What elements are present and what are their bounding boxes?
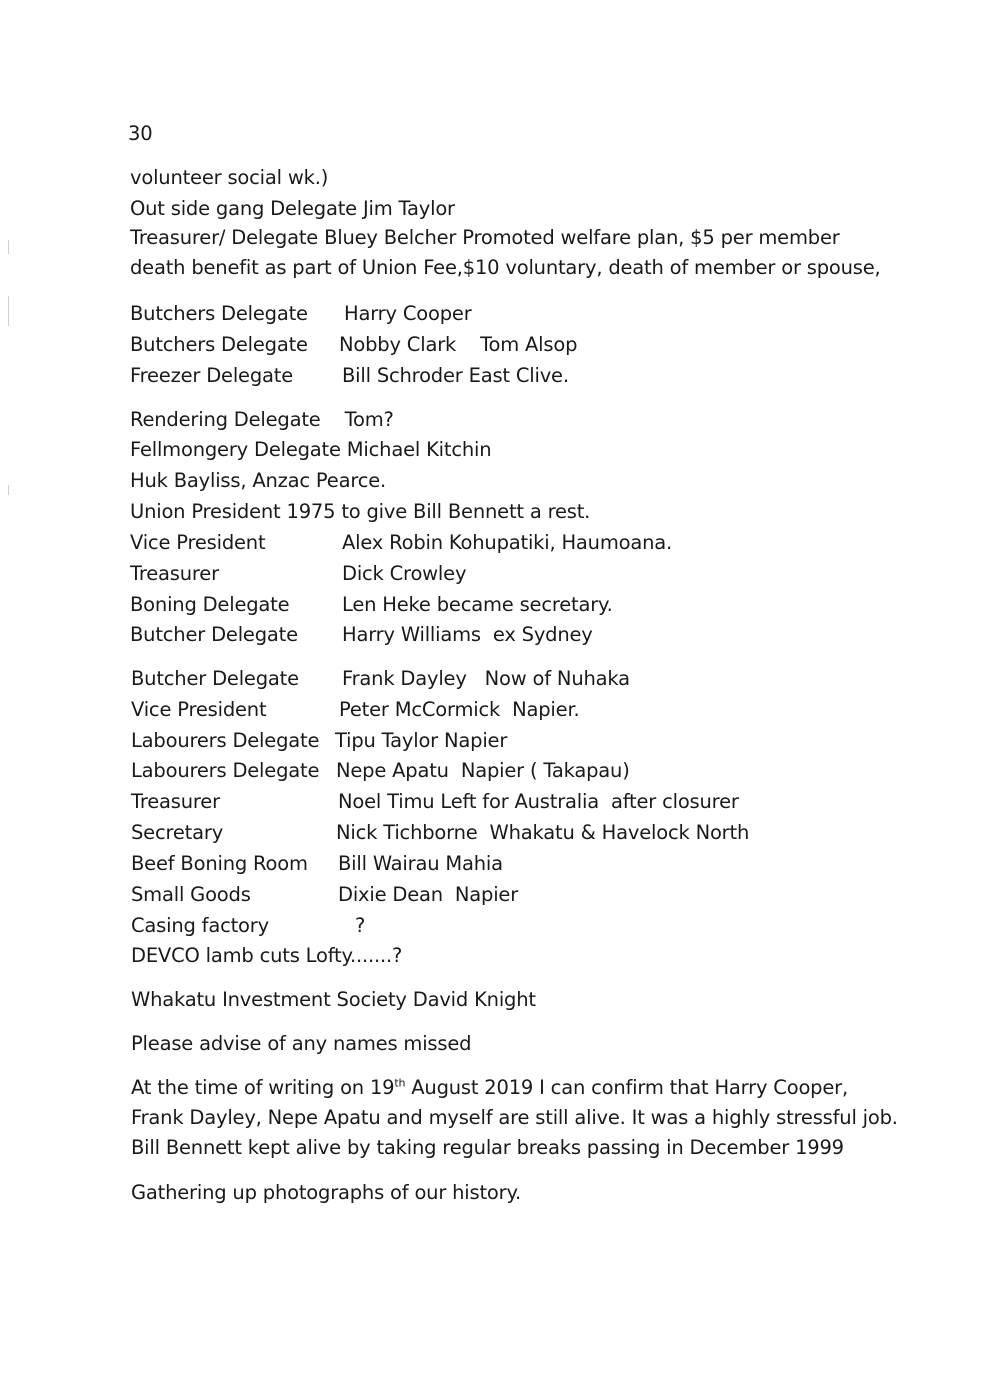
ordinal-suffix: th xyxy=(394,1076,406,1090)
role-label: Boning Delegate xyxy=(130,593,290,616)
text-line: death benefit as part of Union Fee,$10 voluntary, death of member or spouse, xyxy=(130,256,881,279)
role-label: Treasurer xyxy=(130,562,219,585)
officer-row xyxy=(0,623,990,647)
role-label: Butcher Delegate xyxy=(130,623,298,646)
officer-row xyxy=(0,531,990,555)
role-label: Small Goods xyxy=(131,883,251,906)
page-number: 30 xyxy=(128,122,153,145)
delegate-row xyxy=(0,333,990,357)
person-name: Len Heke became secretary. xyxy=(342,593,613,616)
delegate-row xyxy=(0,364,990,388)
officer-row xyxy=(0,698,990,722)
officer-row xyxy=(0,852,990,876)
closing-line-1 xyxy=(131,1076,848,1100)
text-line: DEVCO lamb cuts Lofty.......? xyxy=(131,944,403,967)
text-line: Whakatu Investment Society David Knight xyxy=(131,988,536,1011)
text-line: Out side gang Delegate Jim Taylor xyxy=(130,197,455,220)
text-line: Rendering Delegate Tom? xyxy=(130,408,394,431)
role-label: Butchers Delegate xyxy=(130,333,308,356)
role-label: Butcher Delegate xyxy=(131,667,299,690)
officer-row xyxy=(0,667,990,691)
person-name: Bill Wairau Mahia xyxy=(338,852,503,875)
officer-row xyxy=(0,759,990,783)
person-name: Dick Crowley xyxy=(342,562,467,585)
role-label: Vice President xyxy=(130,531,266,554)
role-label: Casing factory xyxy=(131,914,269,937)
person-name: Nepe Apatu Napier ( Takapau) xyxy=(336,759,630,782)
role-label: Butchers Delegate xyxy=(130,302,308,325)
officer-row xyxy=(0,790,990,814)
text-line: Gathering up photographs of our history. xyxy=(131,1181,522,1204)
role-label: Treasurer xyxy=(131,790,220,813)
officer-row xyxy=(0,593,990,617)
text-line: Union President 1975 to give Bill Bennett a rest. xyxy=(130,500,591,523)
text-line: volunteer social wk.) xyxy=(130,166,329,189)
delegate-row xyxy=(0,302,990,326)
text-line: Please advise of any names missed xyxy=(131,1032,472,1055)
person-name: Bill Schroder East Clive. xyxy=(342,364,569,387)
person-name: ? xyxy=(355,914,366,937)
scan-mark xyxy=(8,240,9,254)
officer-row xyxy=(0,562,990,586)
person-name: Nobby Clark Tom Alsop xyxy=(339,333,578,356)
closing-line-3: Bill Bennett kept alive by taking regular breaks passing in December 1999 xyxy=(131,1136,844,1159)
person-name: Harry Cooper xyxy=(344,302,472,325)
officer-row xyxy=(0,821,990,845)
officer-row xyxy=(0,883,990,907)
closing-line-2: Frank Dayley, Nepe Apatu and myself are still alive. It was a highly stressful job. xyxy=(131,1106,898,1129)
closing-text: August 2019 I can confirm that Harry Cooper, xyxy=(405,1076,848,1099)
role-label: Labourers Delegate xyxy=(131,759,320,782)
text-line: Treasurer/ Delegate Bluey Belcher Promoted welfare plan, $5 per member xyxy=(130,226,840,249)
scan-mark xyxy=(8,485,9,495)
person-name: Dixie Dean Napier xyxy=(338,883,519,906)
person-name: Noel Timu Left for Australia after closurer xyxy=(338,790,739,813)
role-label: Freezer Delegate xyxy=(130,364,294,387)
person-name: Tipu Taylor Napier xyxy=(335,729,508,752)
text-line: Huk Bayliss, Anzac Pearce. xyxy=(130,469,387,492)
person-name: Frank Dayley Now of Nuhaka xyxy=(342,667,630,690)
text-line: Fellmongery Delegate Michael Kitchin xyxy=(130,438,492,461)
closing-text: At the time of writing on 19 xyxy=(131,1076,395,1099)
officer-row xyxy=(0,729,990,753)
person-name: Harry Williams ex Sydney xyxy=(342,623,593,646)
person-name: Alex Robin Kohupatiki, Haumoana. xyxy=(342,531,673,554)
person-name: Peter McCormick Napier. xyxy=(339,698,580,721)
role-label: Vice President xyxy=(131,698,267,721)
officer-row xyxy=(0,914,990,938)
role-label: Beef Boning Room xyxy=(131,852,308,875)
role-label: Secretary xyxy=(131,821,224,844)
role-label: Labourers Delegate xyxy=(131,729,320,752)
person-name: Nick Tichborne Whakatu & Havelock North xyxy=(336,821,750,844)
